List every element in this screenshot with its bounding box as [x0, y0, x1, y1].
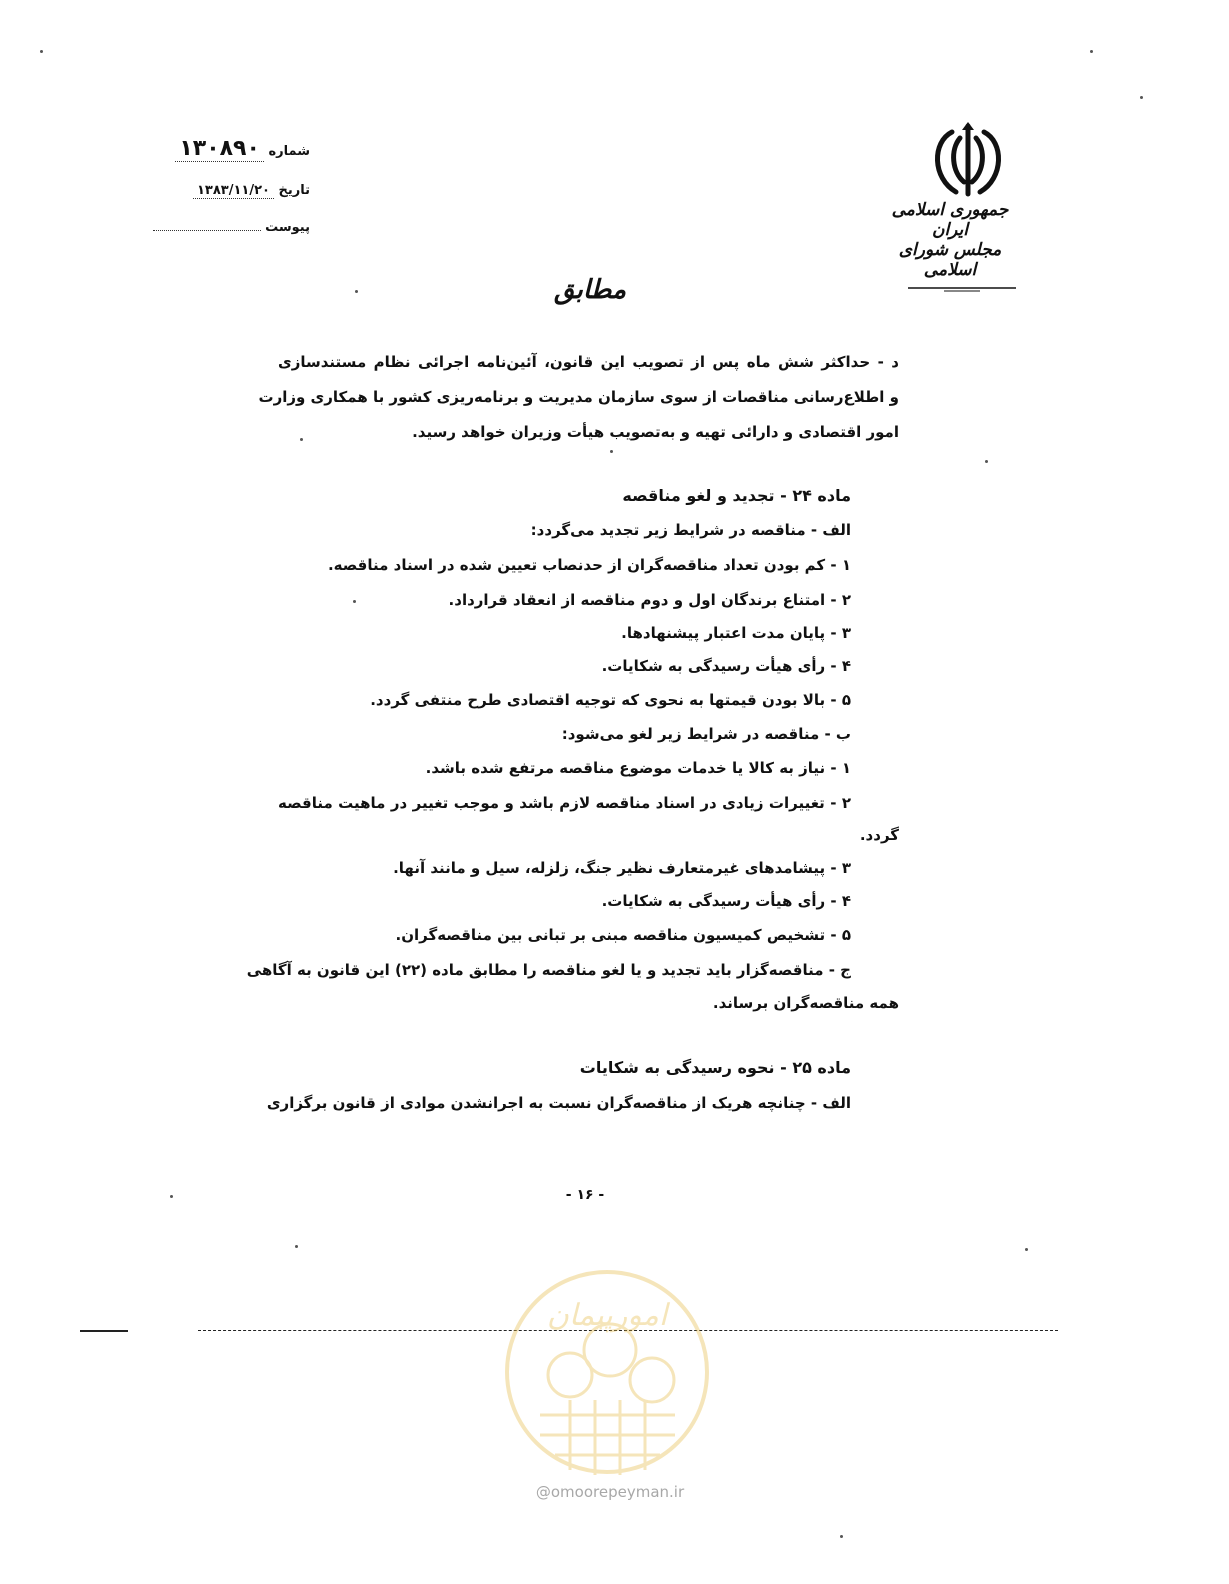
scan-speck: [610, 450, 613, 453]
org-name-line1: جمهوری اسلامی ایران: [891, 200, 1009, 240]
clause-d-line2: و اطلاع‌رسانی مناقصات از سوی سازمان مدیریت و برنامه‌ریزی کشور با همکاری وزارت: [258, 388, 899, 406]
scan-speck: [40, 50, 43, 53]
number-label: شماره: [268, 144, 310, 159]
watermark-url: @omoorepeyman.ir: [535, 1483, 685, 1501]
scan-speck: [1090, 50, 1093, 53]
clause-alef-item-1: ۱ - کم بودن تعداد مناقصه‌گران از حدنصاب تعیین شده در اسناد مناقصه.: [327, 556, 851, 574]
date-value: ۱۳۸۳/۱۱/۲۰: [193, 183, 274, 199]
scan-speck: [1025, 1248, 1028, 1251]
footer-rule-left: [80, 1330, 128, 1332]
clause-d-line1: د - حداکثر شش ماه پس از تصویب این قانون، آئین‌نامه اجرائی نظام مستندسازی: [278, 353, 899, 371]
scan-speck: [355, 290, 358, 293]
letter-number: [140, 136, 310, 162]
clause-alef-item-5: ۵ - بالا بودن قیمتها به نحوی که توجیه اقتصادی طرح منتفی گردد.: [370, 691, 851, 709]
number-value: ۱۳۰۸۹۰: [175, 136, 264, 162]
scan-speck: [295, 1245, 298, 1248]
clause-be-item-2-line2: گردد.: [859, 826, 899, 844]
scan-speck: [353, 600, 356, 603]
clause-jim-line1: ج - مناقصه‌گزار باید تجدید و یا لغو مناقصه را مطابق ماده (۲۲) این قانون به آگاهی: [246, 961, 851, 979]
header-divider: [908, 286, 1016, 292]
letter-date: [140, 183, 310, 199]
iran-emblem-icon: [922, 120, 1014, 200]
clause-alef-item-2: ۲ - امتناع برندگان اول و دوم مناقصه از انعقاد قرارداد.: [448, 591, 851, 609]
clause-be-item-2-line1: ۲ - تغییرات زیادی در اسناد مناقصه لازم باشد و موجب تغییر در ماهیت مناقصه: [278, 794, 851, 812]
article-25-alef: الف - چنانچه هریک از مناقصه‌گران نسبت به اجرانشدن موادی از قانون برگزاری: [266, 1094, 851, 1112]
attachment-value: [153, 230, 261, 231]
letter-attachment: [140, 220, 310, 235]
watermark-logo-icon: [500, 1265, 715, 1480]
article-24-title: ماده ۲۴ - تجدید و لغو مناقصه: [622, 486, 851, 505]
clause-be-item-1: ۱ - نیاز به کالا یا خدمات موضوع مناقصه مرتفع شده باشد.: [425, 759, 851, 777]
scan-speck: [300, 438, 303, 441]
article-25-title: ماده ۲۵ - نحوه رسیدگی به شکایات: [579, 1058, 851, 1077]
org-name-line2: مجلس شورای اسلامی: [898, 240, 1002, 280]
scan-speck: [985, 460, 988, 463]
scan-speck: [1140, 96, 1143, 99]
clause-alef-item-3: ۳ - پایان مدت اعتبار پیشنهادها.: [621, 624, 851, 642]
clause-jim-line2: همه مناقصه‌گران برساند.: [712, 994, 899, 1012]
signature-stamp: مطابق: [553, 275, 627, 305]
date-label: تاریخ: [278, 183, 310, 198]
scan-speck: [170, 1195, 173, 1198]
clause-be-item-5: ۵ - تشخیص کمیسیون مناقصه مبنی بر تبانی بین مناقصه‌گران.: [395, 926, 851, 944]
watermark-text: امورپیمان: [546, 1298, 668, 1333]
scan-speck: [840, 1535, 843, 1538]
clause-alef: الف - مناقصه در شرایط زیر تجدید می‌گردد:: [530, 521, 851, 539]
clause-be-item-4: ۴ - رأی هیأت رسیدگی به شکایات.: [601, 892, 851, 910]
clause-d-line3: امور اقتصادی و دارائی تهیه و به‌تصویب هیأت وزیران خواهد رسید.: [412, 423, 899, 441]
attachment-label: پیوست: [265, 220, 310, 235]
clause-be-item-3: ۳ - پیشامدهای غیرمتعارف نظیر جنگ، زلزله، سیل و مانند آنها.: [393, 859, 851, 877]
page-number: - ۱۶ -: [565, 1187, 605, 1203]
clause-be: ب - مناقصه در شرایط زیر لغو می‌شود:: [561, 725, 851, 743]
clause-alef-item-4: ۴ - رأی هیأت رسیدگی به شکایات.: [601, 657, 851, 675]
